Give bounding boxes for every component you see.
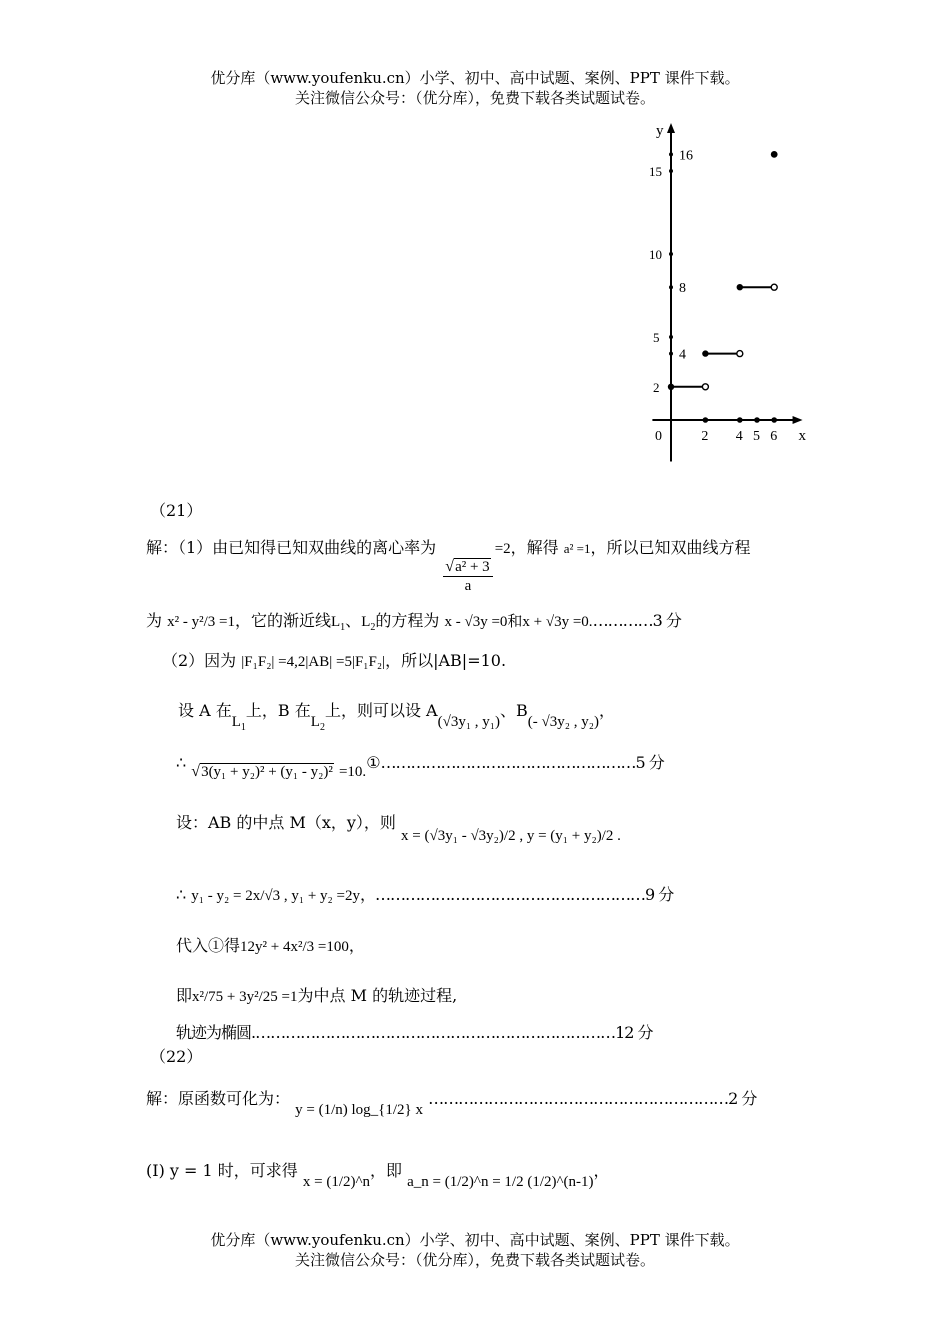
x-axis-label: x — [798, 428, 807, 444]
isolated-point-1 — [771, 151, 778, 158]
x-tick-label-2: 2 — [701, 429, 709, 444]
point-b-coords: (- √3y₂ , y₂) — [527, 714, 599, 730]
q22-p2-mid: ，即 — [370, 1161, 403, 1180]
x-tick-mark-2 — [703, 417, 709, 423]
q21-p9-end: 为中点 M 的轨迹过程, — [297, 986, 458, 1005]
q21-p3-end: ，所以|AB|=10. — [385, 651, 507, 670]
y-tick-mark-right-16 — [669, 152, 673, 156]
q21-line-4 — [178, 700, 615, 739]
q21-p8-start: 代入①得 — [176, 936, 241, 955]
q21-p4-start: 设 A 在 — [178, 701, 232, 720]
q21-p8-end: ， — [348, 936, 365, 955]
q21-p4-mid2: 上，则可以设 A — [324, 701, 438, 720]
asymptote-l1: $L_1$ — [331, 614, 346, 633]
q21-line-6 — [176, 812, 621, 847]
q21-line-5 — [176, 752, 664, 783]
asymptote-equations: x - √3y =0和x + √3y =0. — [444, 614, 593, 630]
x-value: x = (1/2)^n — [302, 1174, 371, 1190]
score-2: ……………………………………………………2 分 — [428, 1089, 757, 1108]
q21-line-9 — [176, 985, 457, 1008]
point-a-coords: (√3y₁ , y₁) — [437, 714, 501, 730]
q21-p1-end: ，所以已知双曲线方程 — [590, 538, 751, 557]
y-tick-label-right-4: 4 — [679, 347, 686, 363]
q21-p3-start: （2）因为 — [162, 651, 237, 670]
score-3: …………3 分 — [592, 611, 681, 630]
distance-equation: √3(y₁ + y₂)² + (y₁ - y₂)² — [191, 763, 333, 780]
x-tick-mark-5 — [754, 417, 760, 423]
y-tick-mark-5 — [669, 335, 673, 339]
line-l1: $L_1$ — [231, 714, 246, 733]
q21-p6-start: 设：AB 的中点 M（x，y），则 — [176, 813, 396, 832]
q21-line-2 — [146, 610, 681, 639]
q21-p2-start: 为 — [146, 611, 163, 630]
x-tick-label-4: 4 — [735, 429, 743, 444]
step-open-dot-3 — [771, 284, 777, 290]
x-tick-label-5: 5 — [753, 429, 760, 444]
hyperbola-equation: x² - y²/3 =1 — [167, 614, 235, 630]
substituted-equation: 12y² + 4x²/3 =100 — [240, 939, 349, 955]
y-tick-label-5: 5 — [653, 330, 660, 345]
q21-p2-sep: 、 — [345, 611, 362, 630]
y-axis-label: y — [656, 123, 664, 139]
score-9: ，………………………………………………9 分 — [359, 885, 674, 904]
q21-p1-mid: ，解得 — [510, 538, 559, 557]
step-closed-dot-3 — [737, 284, 743, 290]
log-function: y = (1/n) log_{1/2} x — [295, 1102, 423, 1118]
q21-line-7 — [176, 884, 673, 907]
x-tick-label-6: 6 — [770, 429, 778, 444]
y-tick-mark-10 — [669, 252, 673, 256]
question-22-number: （22） — [150, 1047, 203, 1066]
q21-p9-start: 即 — [176, 986, 193, 1005]
therefore-symbol-2: ∴ — [176, 885, 187, 904]
y-tick-mark-right-8 — [669, 285, 673, 289]
q22-line-2 — [146, 1160, 610, 1193]
q21-line-1 — [146, 537, 751, 595]
q21-p2-mid2: 的方程为 — [375, 611, 440, 630]
y-tick-mark-15 — [669, 169, 673, 173]
q21-line-8 — [176, 935, 365, 958]
q21-p4-sep: 、B — [500, 701, 528, 720]
q22-p2-start: (Ⅰ) y = 1 时，可求得 — [146, 1161, 298, 1180]
q21-conclusion: 轨迹为椭圆.………………………………………………………………12 分 — [176, 1023, 653, 1042]
y-tick-label-15: 15 — [649, 164, 662, 179]
y-tick-label-2: 2 — [653, 379, 660, 395]
eccentricity-fraction: $\frac{\text{√a² + 3}}{a}$ — [443, 558, 492, 595]
y-tick-mark-right-4 — [669, 352, 673, 356]
score-5: ……………………………………………5 分 — [380, 753, 664, 772]
x-tick-mark-4 — [737, 417, 743, 423]
x-tick-mark-6 — [771, 417, 777, 423]
step-open-dot-2 — [737, 351, 743, 357]
asymptote-l2: $L_2$ — [361, 614, 376, 633]
step-closed-dot-2 — [702, 350, 708, 356]
y-relations: y₁ - y₂ = 2x/√3 , y₁ + y₂ =2y — [191, 888, 360, 904]
q22-line-1 — [146, 1088, 756, 1121]
step-closed-dot-1 — [668, 384, 674, 390]
header-line-2: 关注微信公众号：（优分库），免费下载各类试题试卷。 — [294, 89, 655, 107]
y-tick-label-right-8: 8 — [679, 281, 686, 297]
x-axis-arrow — [793, 416, 803, 424]
q22-p2-end: ， — [593, 1161, 610, 1180]
q21-p4-mid1: 上，B 在 — [245, 701, 311, 720]
footer-line-1: 优分库（www.youfenku.cn）小学、初中、高中试题、案例、PPT 课件下载。 — [210, 1231, 740, 1249]
y-tick-label-10: 10 — [649, 247, 662, 262]
footer-line-2: 关注微信公众号：（优分库），免费下载各类试题试卷。 — [294, 1251, 655, 1269]
q21-p2-mid: ，它的渐近线 — [234, 611, 331, 630]
distance-value: =10. — [338, 764, 367, 780]
midpoint-formula: x = (√3y₁ - √3y₂)/2 , y = (y₁ + y₂)/2 . — [401, 828, 621, 844]
sequence-formula: a_n = (1/2)^n = 1/2 (1/2)^(n-1) — [407, 1174, 594, 1190]
ellipse-equation: x²/75 + 3y²/25 =1 — [192, 989, 298, 1005]
y-tick-label-right-16: 16 — [679, 148, 693, 164]
x-tick-label-0: 0 — [655, 429, 662, 444]
y-axis-arrow — [667, 123, 675, 133]
q21-line-3 — [162, 650, 506, 673]
step-open-dot-1 — [702, 384, 708, 390]
focal-distance-relation: |F₁F₂| =4,2|AB| =5|F₁F₂| — [241, 654, 386, 670]
line-l2: $L_2$ — [310, 714, 325, 733]
q22-p1-label: 解：原函数可化为： — [146, 1089, 291, 1108]
therefore-symbol: ∴ — [176, 753, 187, 772]
question-21-number: （21） — [150, 501, 203, 520]
q21-p4-end: ， — [598, 701, 615, 720]
header-line-1: 优分库（www.youfenku.cn）小学、初中、高中试题、案例、PPT 课件下载。 — [210, 69, 740, 87]
q21-p1-label: 解：（1）由已知得已知双曲线的离心率为 — [146, 538, 437, 557]
step-function-chart — [600, 115, 820, 470]
equation-marker-1: ① — [366, 753, 381, 772]
eccentricity-value: =2 — [494, 541, 511, 557]
a-squared-result: a² =1 — [563, 541, 591, 556]
